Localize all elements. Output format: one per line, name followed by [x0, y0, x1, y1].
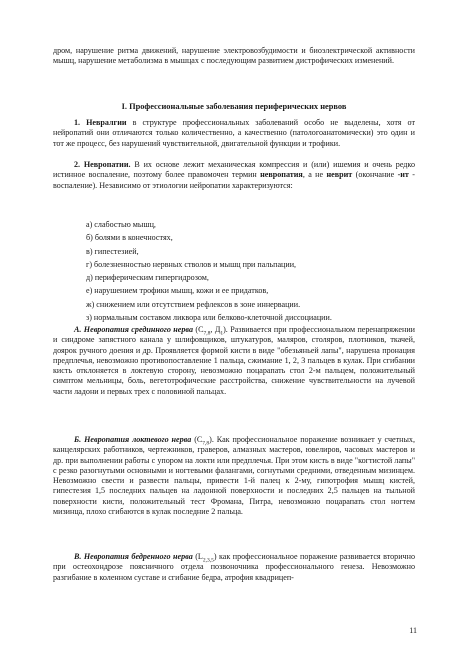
femoral-nerve-paragraph: [53, 552, 415, 583]
femoral-ref-open: (L: [192, 552, 203, 561]
median-ref-sub: 7,8: [203, 330, 211, 337]
ulnar-nerve-paragraph: [53, 435, 415, 517]
page-number: 11: [409, 626, 417, 635]
neuropathy-paragraph: [53, 160, 415, 191]
neuropathy-text-2: , а не: [302, 170, 327, 180]
symptom-list-item: в) гипестезией,: [86, 246, 139, 256]
neuralgia-title: 1. Невралгии: [74, 118, 127, 127]
section-heading: I. Профессиональные заболевания периферических нервов: [121, 102, 347, 111]
median-nerve-paragraph: [53, 325, 415, 397]
symptom-list-item: а) слабостью мышц,: [86, 220, 156, 229]
ulnar-nerve-text: Как профессиональное поражение возникает у счетных, канцелярских работников, чертежников, граверов, алмазных мастеров, ювелиров, часовых мастеров и др. при выполнении работы с упором на локти или предплечья. При этом кисть в виде "когтистой лапы" с резко разогнутыми основными и ногтевыми фалангами, согнутыми средними, отведенным мизинцем. Невозможно свести и развести пальцы, привести 1-й палец к 2-му, гипотрофия мышц кистей, гипестезия 1,5 последних пальцев на ладонной поверхности и последних 2,5 пальцев на тыльной поверхности кисти, положительный тест Фромана, Питра, невозможно поцарапать стол ногтем мизинца, плохо сгибаются в кулак последние 2 пальца.: [53, 435, 416, 517]
femoral-ref-sub: 2,3,5: [202, 557, 214, 564]
term-suffix: -ит: [397, 170, 409, 180]
neuropathy-text-4: - воспаление). Независимо от этиологии нейропатии характеризуются:: [53, 170, 415, 190]
symptom-list-item: д) периферическим гипергидрозом,: [86, 273, 209, 283]
term-neuropathy: невропатия: [260, 170, 303, 180]
median-ref-mid: , Д: [210, 325, 221, 334]
symptom-list-item: г) болезненностью нервных стволов и мышц при пальпации,: [86, 259, 297, 269]
term-neuritis: неврит: [326, 170, 353, 180]
ulnar-ref-close: ).: [209, 435, 214, 444]
median-ref-close: ).: [223, 325, 228, 334]
symptom-list-item: ж) снижением или отсутствием рефлексов в зоне иннервации.: [86, 299, 301, 309]
symptom-list-item: з) нормальным составом ликвора или белково-клеточной диссоциации.: [86, 313, 332, 323]
ulnar-nerve-title: Б. Невропатия локтевого нерва: [74, 435, 192, 444]
femoral-ref-close: ): [213, 552, 217, 561]
intro-text: дром, нарушение ритма движений, нарушение электровозбудимости и биоэлектрической активности мышц, нарушение метаболизма в мышцах с последующим развитием дистрофических изменений.: [53, 46, 415, 66]
symptom-list-item: б) болями в конечностях,: [86, 233, 173, 243]
neuralgia-paragraph: [53, 118, 415, 149]
neuropathy-title: 2. Невропатии.: [74, 160, 131, 169]
symptom-list-item: е) нарушением трофики мышц, кожи и ее придатков,: [86, 286, 269, 296]
median-nerve-title: А. Невропатия срединного нерва: [74, 325, 194, 334]
femoral-nerve-text: как профессиональное поражение развивается вторично при остеохондрозе поясничного отдела позвоночника профессионального генеза. Невозможно разгибание в коленном суставе и сгибание бедра, атрофия квадрицеп-: [53, 552, 415, 582]
symptom-list: [86, 218, 416, 324]
median-ref-open: (С: [193, 325, 204, 334]
ulnar-ref-sub: 7,8: [202, 440, 210, 447]
ulnar-ref-open: (С: [191, 435, 203, 444]
femoral-nerve-title: В. Невропатия бедренного нерва: [74, 552, 193, 561]
median-nerve-text: Развивается при профессиональном перенапряжении и синдроме запястного канала у шлифовщиков, штукатуров, маляров, столяров, плотников, ткачей, доярок ручного доения и др. Проявляется формой кисти в виде "обезьяньей лапы", нарушена пронация предплечья, невозможно противопоставление 1 пальца, сжимание 1, 2, 3 пальцев в кулак. При сгибании кисть отклоняется в локтевую сторону, невозможно поцарапать стол 2-м пальцем, положительный симптом мельницы, боль, вегетотрофические расстройства, снижение чувствительности на лучевой части ладони и первых трех с половиной пальцах.: [53, 325, 415, 396]
neuropathy-text: В их основе лежит механическая компрессия и (или) ишемия и очень редко истинное воспаление, поэтому более правомочен термин: [53, 160, 415, 180]
median-ref-sub-2: 1: [220, 330, 224, 337]
neuropathy-text-3: (окончание: [352, 170, 398, 180]
neuralgia-text: в структуре профессиональных заболеваний особо не выделены, хотя от нейропатий они отличаются только количественно, а качественно (патологоанатомически) это один и тот же процесс, без нарушений чувствительной, двигательной функции и трофики.: [53, 118, 416, 148]
intro-paragraph: [53, 46, 415, 67]
